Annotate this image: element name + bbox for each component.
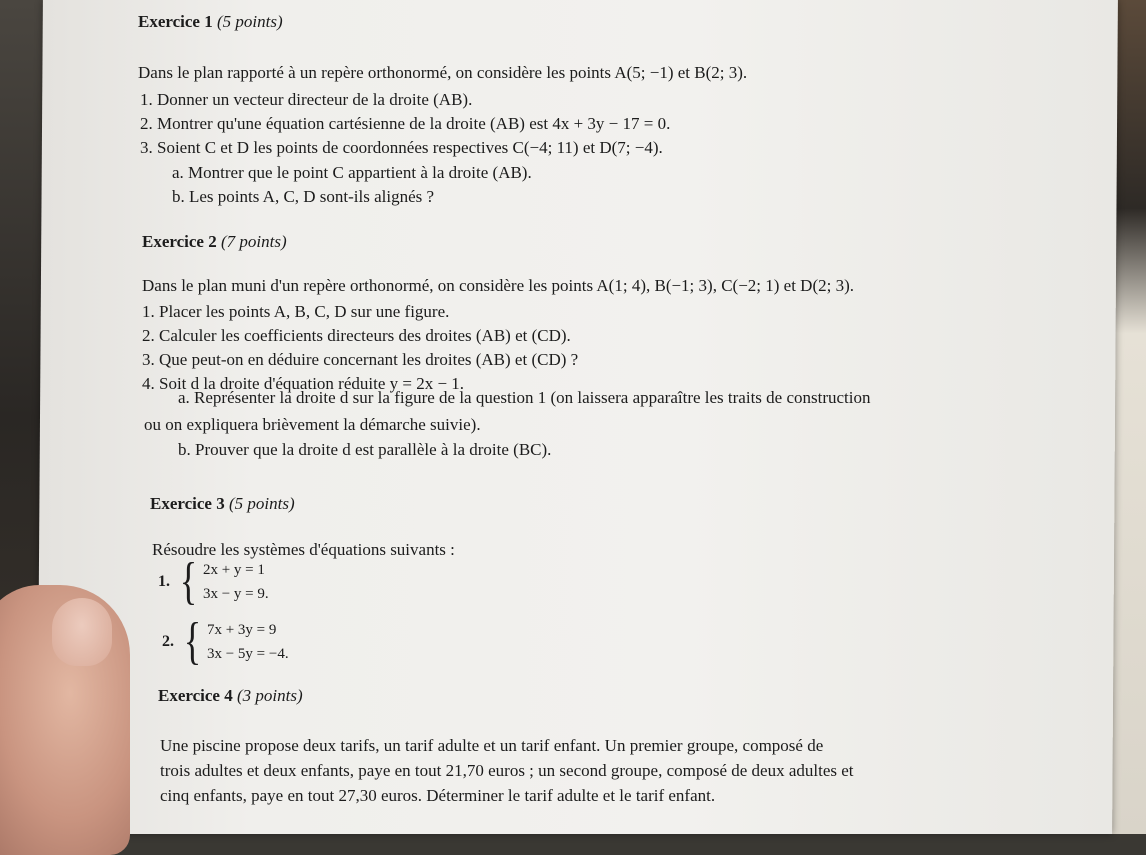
system-1 bbox=[158, 553, 269, 610]
ex2-points: (7 points) bbox=[220, 232, 287, 251]
system-1-number: 1. bbox=[158, 573, 170, 590]
system-2-eq2: 3x − 5y = −4. bbox=[206, 646, 289, 662]
ex3-points: (5 points) bbox=[228, 494, 295, 513]
ex4-line3: cinq enfants, paye en tout 27,30 euros. Déterminer le tarif adulte et le tarif enfant. bbox=[160, 786, 716, 805]
ex3-title: Exercice 3 bbox=[150, 494, 225, 513]
ex1-points: (5 points) bbox=[216, 12, 283, 31]
ex1-q3: 3. Soient C et D les points de coordonnées respectives C(−4; 11) et D(7; −4). bbox=[140, 138, 663, 157]
system-1-eq1: 2x + y = 1 bbox=[202, 562, 265, 578]
ex2-q1: 1. Placer les points A, B, C, D sur une figure. bbox=[142, 302, 450, 321]
ex4-title: Exercice 4 bbox=[158, 686, 233, 705]
system-1-brace: { bbox=[179, 553, 198, 610]
system-1-eq2: 3x − y = 9. bbox=[202, 586, 269, 602]
ex2-heading bbox=[142, 232, 287, 252]
ex2-q4: 4. Soit d la droite d'équation réduite y = 2x − 1. bbox=[142, 374, 465, 393]
thumbnail bbox=[52, 598, 112, 666]
ex4-points: (3 points) bbox=[236, 686, 303, 705]
ex2-q4a-line1: a. Représenter la droite d sur la figure de la question 1 (on laissera apparaître les traits de construction bbox=[178, 388, 871, 407]
ex2-q4a-line2: ou on expliquera brièvement la démarche suivie). bbox=[144, 415, 481, 434]
ex2-q3: 3. Que peut-on en déduire concernant les droites (AB) et (CD) ? bbox=[142, 350, 579, 369]
ex1-title: Exercice 1 bbox=[138, 12, 213, 31]
system-2-brace: { bbox=[183, 613, 202, 670]
ex3-intro: Résoudre les systèmes d'équations suivants : bbox=[152, 540, 455, 559]
ex1-q3a: a. Montrer que le point C appartient à la droite (AB). bbox=[172, 163, 532, 182]
ex1-intro: Dans le plan rapporté à un repère orthonormé, on considère les points A(5; −1) et B(2; 3). bbox=[138, 63, 748, 82]
system-2-number: 2. bbox=[162, 633, 174, 650]
ex1-q2: 2. Montrer qu'une équation cartésienne de la droite (AB) est 4x + 3y − 17 = 0. bbox=[140, 114, 671, 133]
system-2 bbox=[162, 613, 289, 670]
ex2-intro: Dans le plan muni d'un repère orthonormé, on considère les points A(1; 4), B(−1; 3), C(−2; 1) et D(2; 3). bbox=[142, 276, 855, 295]
ex2-q4b: b. Prouver que la droite d est parallèle à la droite (BC). bbox=[178, 440, 552, 459]
ex2-title: Exercice 2 bbox=[142, 232, 217, 251]
ex4-line2: trois adultes et deux enfants, paye en tout 21,70 euros ; un second groupe, composé de deux adultes et bbox=[160, 761, 854, 780]
ex4-heading bbox=[158, 686, 303, 706]
ex4-line1: Une piscine propose deux tarifs, un tarif adulte et un tarif enfant. Un premier groupe, composé de bbox=[160, 736, 824, 755]
ex1-q1: 1. Donner un vecteur directeur de la droite (AB). bbox=[140, 90, 473, 109]
system-2-eq1: 7x + 3y = 9 bbox=[206, 622, 277, 638]
ex2-q2: 2. Calculer les coefficients directeurs des droites (AB) et (CD). bbox=[142, 326, 571, 345]
ex1-q3b: b. Les points A, C, D sont-ils alignés ? bbox=[172, 187, 435, 206]
ex3-heading bbox=[150, 494, 295, 514]
ex1-heading bbox=[138, 12, 283, 32]
